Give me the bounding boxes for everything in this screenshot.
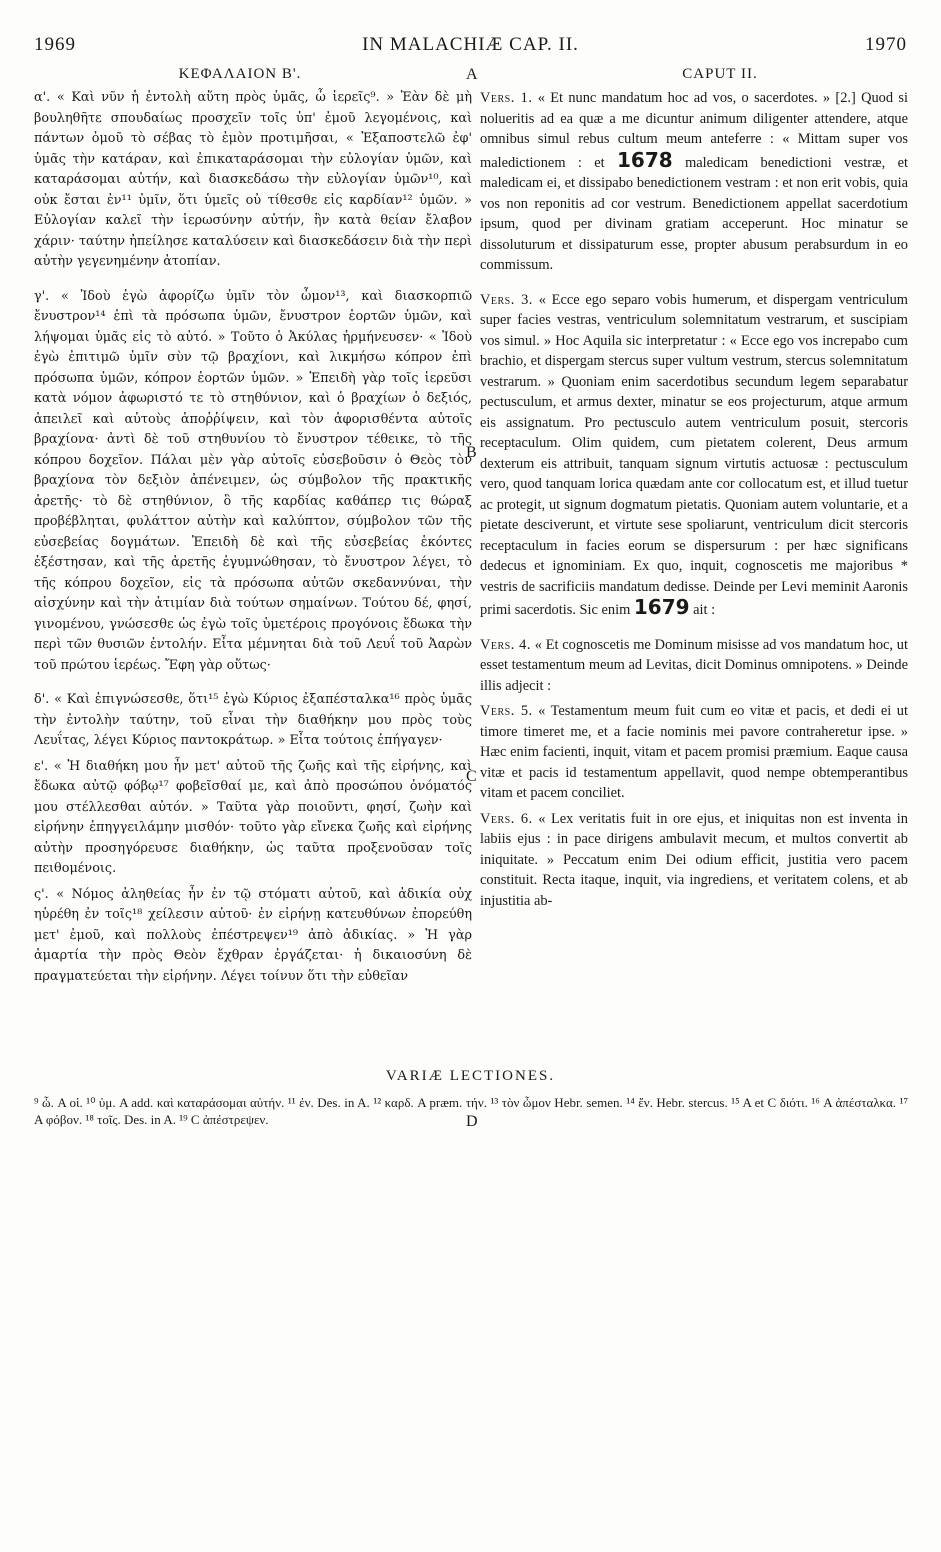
- page-title: IN MALACHIÆ CAP. II.: [362, 34, 579, 55]
- margin-letter-a: A: [466, 66, 478, 83]
- verse-number: Vers. 5.: [480, 703, 533, 719]
- latin-text: maledicam benedictioni vestræ, et maledicam ei, et dissipabo benedictionem vestram : et non erit vobis, quia vos non reponitis ad cor vestrum. Benedictionem appellat sacerdotium ipsum, quod per divinam gratiam acceperunt. Hoc minatur se dissoluturum et dissipaturum esse, propter abusum perabsurdum in eo commissum.: [480, 154, 908, 273]
- margin-letter-d: D: [466, 1113, 478, 1130]
- column-number-1678: 1678: [617, 147, 673, 172]
- latin-text: « Et cognoscetis me Dominum misisse ad vos mandatum hoc, ut esset testamentum meum ad Levitas, dicit Dominus omnipotens. » Deinde illis adjecit :: [480, 636, 908, 694]
- verse-number: Vers. 1.: [480, 90, 533, 106]
- latin-paragraph: [480, 290, 908, 621]
- verse-number: Vers. 6.: [480, 810, 533, 827]
- variae-lectiones-text: ⁹ ὦ. A οἱ. ¹⁰ ὑμ. A add. καὶ καταράσομαι αὐτήν. ¹¹ ἐν. Des. in A. ¹² καρδ. A præm. τήν. ¹³ τὸν ὦμον Hebr. semen. ¹⁴ ἔν. Hebr. stercus. ¹⁵ A et C διότι. ¹⁶ A ἀπέσταλκα. ¹⁷ A φόβον. ¹⁸ τοῖς. Des. in A. ¹⁹ C ἀπέστρεψεν.: [34, 1095, 908, 1127]
- latin-paragraph: [480, 809, 908, 912]
- latin-column: [480, 88, 908, 911]
- latin-text: « Et nunc mandatum hoc ad vos, o sacerdotes. » [2.] Quod si nolueritis ad ea quæ a me dicuntur animum diligenter attendere, atque omnibus simul rebus cultum meum anteferre : « Mittam super vos maledictionem : et: [480, 90, 908, 171]
- verse-number: Vers. 3.: [480, 291, 533, 308]
- latin-paragraph: [480, 88, 908, 276]
- verse-number: Vers. 4.: [480, 636, 531, 653]
- latin-chapter-heading: CAPUT II.: [682, 66, 758, 82]
- greek-chapter-heading: ΚΕΦΑΛΑΙΟΝ Β'.: [178, 66, 302, 82]
- latin-paragraph: [480, 701, 908, 804]
- greek-paragraph: ε'. « Ἡ διαθήκη μου ἦν μετ' αὐτοῦ τῆς ζωῆς καὶ τῆς εἰρήνης, καὶ ἔδωκα αὐτῷ φόβῳ¹⁷ φοβεῖσθαί με, καὶ ἀπὸ προσώπου ὀνόματός μου στέλλεσθαι αὐτόν. » Ταῦτα γὰρ ποιοῦντι, φησί, ζωὴν καὶ εἰρήνην ἐπηγγειλάμην μισθόν· τοῦτο γὰρ εἴνεκα ζωῆς καὶ εἰρήνης αὐτὴν προσηγόρευσε διαθήκην, ὡς ταῦτα προξενοῦσαν τοῖς πειθομένοις.: [34, 758, 472, 876]
- margin-letter-c: C: [466, 768, 477, 785]
- running-head: [34, 34, 907, 60]
- greek-column: [34, 88, 472, 987]
- page-number-left: 1969: [34, 34, 76, 55]
- latin-text: « Lex veritatis fuit in ore ejus, et iniquitas non est inventa in labiis ejus : in pace dirigens ambulavit mecum, et multos convertit ab iniquitate. » Peccatum enim Dei odium efficit, justitia vero pacem constituit. Recta itaque, inquit, via ingrediens, et veritatem colens, et ab injustitia ab-: [480, 810, 908, 909]
- latin-text: « Ecce ego separo vobis humerum, et dispergam ventriculum super facies vestras, ventriculum solemnitatum vestrarum, et suscipiam vos simul. » Hoc Aquila sic interpretatur : « Ecce ego vos increpabo cum brachio, et dispergam stercus super vultum vestrum, stercus solemnitatum vestrarum. » Quoniam enim sacerdotibus secundum legem separabatur pectusculum, et armus dexter, minatur se eos projecturum, atque armum eis assignatum. Pro pectusculo autem ventriculum posuit, stercoris receptaculum. Olim quidem, cum pietatem colerent, Deus armum dexterum eis attribuit, tanquam signum virtutis actuosæ : pectusculum vero, quod tanquam lorica quædam ante cor collocatum est, et illud tuetur ac protegit, ut signum dogmatum pietatis. Quoniam autem voluntarie, et a pietate desciverunt, et virtute sese spoliarunt, ventriculum dicit stercoris receptaculum in facies eorum se dispersurum : per hæc significans dedecus et ignominiam. Ex quo, inquit, cognoscetis me majoribus * vestris de sacrificiis mandatum dedisse. Deinde per Levi meminit Aaronis primi sacerdotis. Sic enim: [480, 291, 908, 618]
- column-number-1679: 1679: [633, 595, 690, 619]
- greek-paragraph: α'. « Καὶ νῦν ἡ ἐντολὴ αὕτη πρὸς ὑμᾶς, ὦ ἱερεῖς⁹. » Ἐὰν δὲ μὴ βουληθῆτε σπουδαίως προσχεῖν τοῖς ὑπ' ἐμοῦ λεγομένοις, καὶ πάντων ὁμοῦ τὸ σέβας τὸ ἐμὸν προτιμῆσαι, « Ἐξαποστελῶ ἐφ' ὑμᾶς τὴν κατάραν, καὶ ἐπικαταράσομαι τὴν εὐλογίαν ὑμῶν, καὶ καταράσομαι αὐτήν, καὶ διασκεδάσω τὴν εὐλογίαν ὑμῶν¹⁰, καὶ οὐκ ἔσται ἐν¹¹ ὑμῖν, ὅτι ὑμεῖς οὐ τίθεσθε εἰς καρδίαν¹² ὑμῶν. » Εὐλογίαν καλεῖ τὴν ἱερωσύνην αὐτήν, ἣν κατὰ θείαν ἔλαβον χάριν· ταύτην ἠπείλησε καταλύσειν καὶ διασκεδάσειν διὰ τὴν περὶ αὐτὴν γεγενημένην ἀτοπίαν.: [34, 90, 472, 269]
- greek-paragraph: γ'. « Ἰδοὺ ἐγὼ ἀφορίζω ὑμῖν τὸν ὦμον¹³, καὶ διασκορπιῶ ἔνυστρον¹⁴ ἐπὶ τὰ πρόσωπα ὑμῶν, ἔνυστρον ἑορτῶν ὑμῶν, καὶ λήψομαι ὑμᾶς εἰς τὸ αὐτό. » Τοῦτο ὁ Ἀκύλας ἡρμήνευσεν· « Ἰδοὺ ἐγὼ ἐπιτιμῶ ὑμῖν σὺν τῷ βραχίονι, καὶ λικμήσω κόπρον ἐπὶ πρόσωπα ὑμῶν, κόπρον ἑορτῶν ὑμῶν. » Ἐπειδὴ γὰρ τοῖς ἱερεῦσι κατὰ νόμον ἀφωριστό τε τὸ στηθύνιον, καὶ ὁ βραχίων ὁ δεξιός, ἀπειλεῖ καὶ αὐτοὺς ἀποῤῥίψειν, καὶ τὸν ἀφορισθέντα αὐτοῖς βραχίονα· ἀντὶ δὲ τοῦ στηθυνίου τὸ ἔνυστρον τέθεικε, τὸ τῆς κόπρου δοχεῖον. Πάλαι μὲν γὰρ αὐτοῖς εὐσεβοῦσιν ὁ Θεὸς τὸν βραχίονα τὸν δεξιὸν ἀπένειμεν, ὡς σύμβολον τῆς πρακτικῆς ἀρετῆς· τὸ δὲ στηθύνιον, ὃ τῆς καρδίας καθάπερ τις θώραξ προβέβληται, φυλάττον αὐτὴν καὶ καλύπτον, σύμβολον τῶν τῆς εὐσεβείας δογμάτων. Ἐπειδὴ δὲ καὶ τῆς εὐσεβείας ἑκόντες ἐξέστησαν, καὶ τῆς ἀρετῆς ἐγυμνώθησαν, τὸ ἔνυστρον λέγει, τὸ τῆς κόπρου δοχεῖον, εἰς τὰ πρόσωπα αὐτῶν σκεδαννύναι, τὴν αἰσχύνην καὶ τὴν ἀτιμίαν διὰ τούτων σημαίνων. Τούτου δέ, φησί, γινομένου, γνώσεσθε ὡς ἐγὼ τοῖς ὑμετέροις προγόνοις ἔδωκα τὴν περὶ τῶν θυσιῶν ἐντολήν. Εἶτα μέμνηται διὰ τοῦ Λευΐ τοῦ Ἀαρὼν τοῦ πρώτου ἱερέως. Ἔφη γὰρ οὕτως·: [34, 288, 472, 673]
- latin-paragraph: [480, 635, 908, 697]
- latin-text: ait :: [693, 602, 716, 618]
- page-number-right: 1970: [865, 34, 907, 55]
- greek-paragraph: ς'. « Νόμος ἀληθείας ἦν ἐν τῷ στόματι αὐτοῦ, καὶ ἀδικία οὐχ ηὑρέθη ἐν τοῖς¹⁸ χείλεσιν αὐτοῦ· ἐν εἰρήνῃ κατευθύνων ἐπορεύθη μετ' ἐμοῦ, καὶ πολλοὺς ἐπέστρεψεν¹⁹ ἀπὸ ἀδικίας. » Ἡ γὰρ ἁμαρτία τὴν πρὸς Θεὸν ἔχθραν ἐργάζεται· ἡ δικαιοσύνη δὲ πραγματεύεται τὴν εἰρήνην. Λέγει τοίνυν ὅτι τὴν εὐθεῖαν: [34, 886, 472, 984]
- latin-text: « Testamentum meum fuit cum eo vitæ et pacis, et dedi ei ut timore timeret me, et a facie nominis mei pavore contraheretur ipse. » Hæc enim facienti, inquit, vitam et pacem promisi præmium. Eaque causa vitæ et pacis id testamentum appellavit, quod nempe obtemperantibus vitam et pacem conciliet.: [480, 703, 908, 801]
- variae-lectiones-heading: VARIÆ LECTIONES.: [385, 1068, 556, 1084]
- greek-paragraph: δ'. « Καὶ ἐπιγνώσεσθε, ὅτι¹⁵ ἐγὼ Κύριος ἐξαπέσταλκα¹⁶ πρὸς ὑμᾶς τὴν ἐντολὴν ταύτην, τοῦ εἶναι τὴν διαθήκην μου πρὸς τοὺς Λευΐτας, λέγει Κύριος παντοκράτωρ. » Εἶτα τούτοις ἐπήγαγεν·: [34, 692, 472, 748]
- margin-letter-b: B: [466, 444, 477, 461]
